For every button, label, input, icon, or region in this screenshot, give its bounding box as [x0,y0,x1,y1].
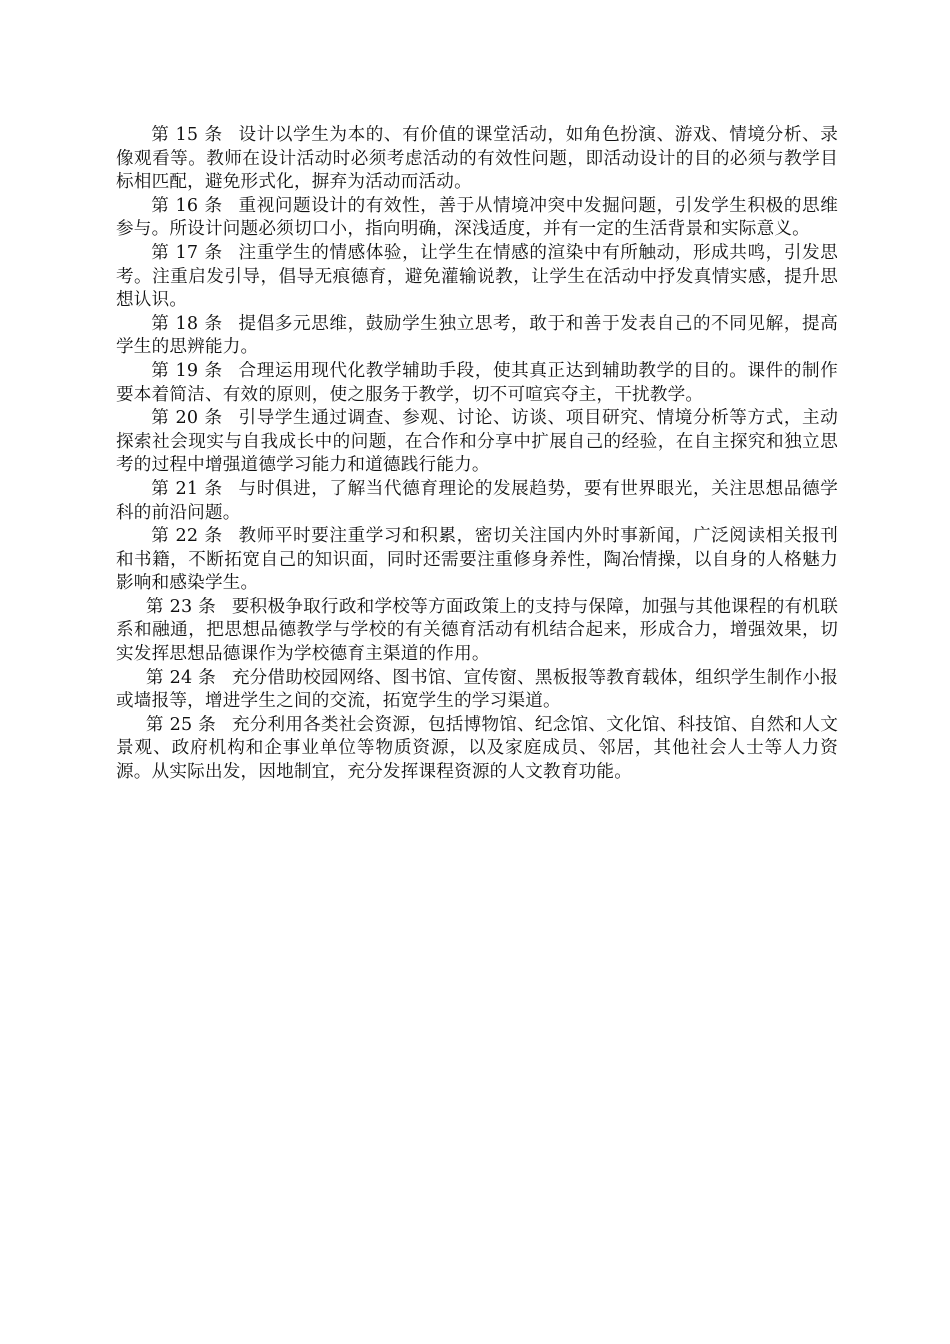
article-number: 第 20 条 [151,408,223,429]
document-page [116,124,838,785]
article-text: 充分利用各类社会资源，包括博物馆、纪念馆、文化馆、科技馆、自然和人文景观、政府机构和企事业单位等物质资源，以及家庭成员、邻居，其他社会人士等人力资源。从实际出发，因地制宜，充分发挥课程资源的人文教育功能。 [116,714,838,783]
article-text: 注重学生的情感体验，让学生在情感的渲染中有所触动，形成共鸣，引发思考。注重启发引导，倡导无痕德育，避免灌输说教，让学生在活动中抒发真情实感，提升思想认识。 [116,242,838,311]
article-text: 设计以学生为本的、有价值的课堂活动，如角色扮演、游戏、情境分析、录像观看等。教师在设计活动时必须考虑活动的有效性问题，即活动设计的目的必须与教学目标相匹配，避免形式化，摒弃为活动而活动。 [116,125,838,193]
article-23 [116,596,838,667]
article-number: 第 25 条 [145,714,217,735]
article-15 [116,124,838,195]
article-16 [116,195,838,242]
article-number: 第 23 条 [145,596,217,617]
article-number: 第 17 条 [151,242,223,263]
article-number: 第 16 条 [151,195,223,216]
article-25 [116,714,838,785]
article-19 [116,360,838,407]
article-text: 合理运用现代化教学辅助手段，使其真正达到辅助教学的目的。课件的制作要本着简洁、有效的原则，使之服务于教学，切不可喧宾夺主，干扰教学。 [116,360,838,405]
article-text: 重视问题设计的有效性，善于从情境冲突中发掘问题，引发学生积极的思维参与。所设计问题必须切口小，指向明确，深浅适度，并有一定的生活背景和实际意义。 [116,195,838,240]
article-number: 第 19 条 [151,360,223,381]
article-text: 要积极争取行政和学校等方面政策上的支持与保障，加强与其他课程的有机联系和融通，把思想品德教学与学校的有关德育活动有机结合起来，形成合力，增强效果，切实发挥思想品德课作为学校德育主渠道的作用。 [116,596,838,665]
article-number: 第 24 条 [145,667,217,688]
article-text: 提倡多元思维，鼓励学生独立思考，敢于和善于发表自己的不同见解，提高学生的思辨能力。 [116,313,838,358]
article-17 [116,242,838,313]
article-20 [116,407,838,478]
article-18 [116,313,838,360]
article-24 [116,667,838,714]
article-text: 引导学生通过调查、参观、讨论、访谈、项目研究、情境分析等方式，主动探索社会现实与自我成长中的问题，在合作和分享中扩展自己的经验，在自主探究和独立思考的过程中增强道德学习能力和道德践行能力。 [116,408,838,476]
article-21 [116,478,838,525]
article-number: 第 22 条 [151,526,223,547]
article-number: 第 18 条 [151,313,223,334]
article-number: 第 15 条 [151,125,223,145]
article-text: 教师平时要注重学习和积累，密切关注国内外时事新闻，广泛阅读相关报刊和书籍，不断拓宽自己的知识面，同时还需要注重修身养性，陶冶情操，以自身的人格魅力影响和感染学生。 [116,526,838,594]
article-text: 与时俱进，了解当代德育理论的发展趋势，要有世界眼光，关注思想品德学科的前沿问题。 [116,478,838,523]
article-22 [116,525,838,596]
article-number: 第 21 条 [151,478,223,499]
article-text: 充分借助校园网络、图书馆、宣传窗、黑板报等教育载体，组织学生制作小报或墙报等，增进学生之间的交流，拓宽学生的学习渠道。 [116,667,838,712]
